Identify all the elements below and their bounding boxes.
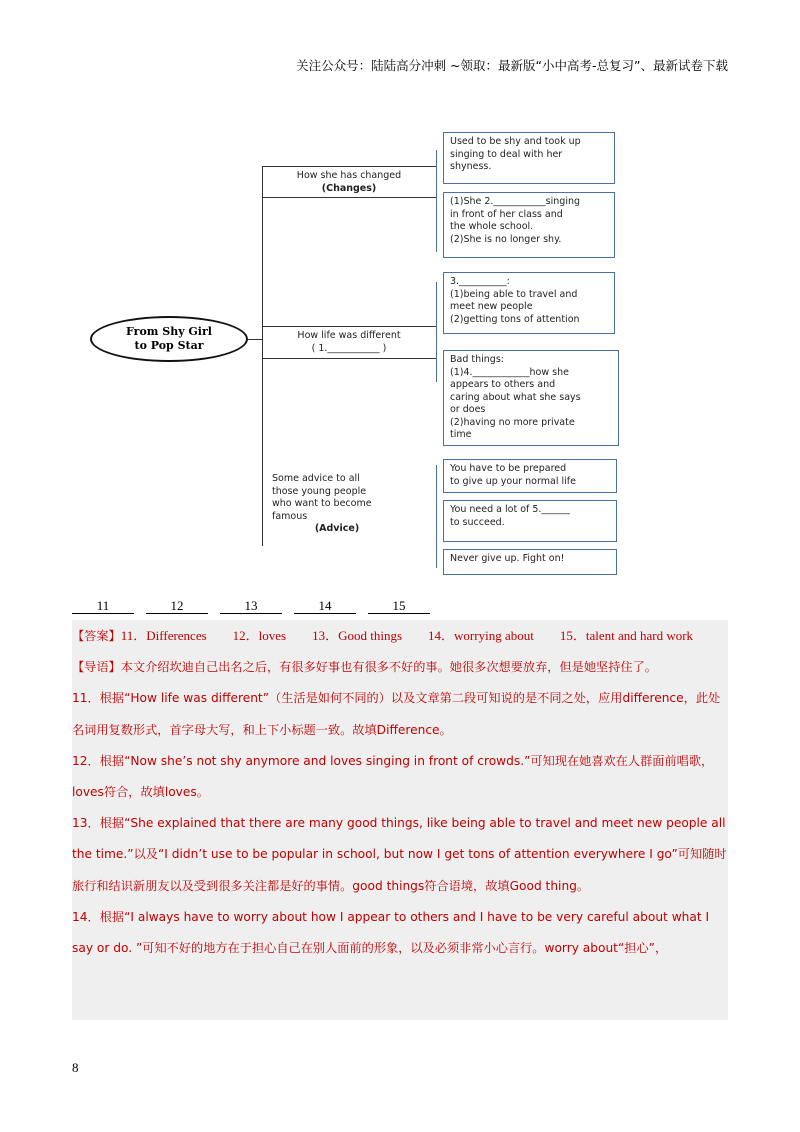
- center-line: to Pop Star: [134, 339, 204, 352]
- box-line: You need a lot of 5.______: [450, 504, 570, 515]
- explanation-11: 11．根据“How life was different”（生活是如何不同的）以及文章第二段可知说的是不同之处，应用difference，此处名词用复数形式，首字母大写，和上下小标题一致。故填Difference。: [72, 691, 721, 737]
- guide-paragraph: [72, 652, 728, 683]
- connector: [262, 166, 263, 546]
- bracket: [436, 150, 437, 252]
- category-line: who want to become: [272, 498, 372, 509]
- category-line: those young people: [272, 485, 367, 497]
- box-line: (2)having no more private: [450, 416, 575, 428]
- box-line: in front of her class and: [450, 208, 563, 220]
- center-line: From Shy Girl: [126, 325, 212, 338]
- explanation-12: 12．根据“Now she’s not shy anymore and loves singing in front of crowds.”可知现在她喜欢在人群面前唱歌，loves符合，故填loves。: [72, 753, 714, 800]
- connector: [248, 339, 262, 340]
- answer-item: 11．Differences: [120, 628, 207, 643]
- bracket: [436, 465, 437, 568]
- explanation-13: 13．根据“She explained that there are many good things, like being able to travel and meet new people all the time.”以及“I didn’t use to be popular in school, but now I get tons of attention everywhere I go”可知随时旅行和结识新朋友以及受到很多关注都是好的事情。good things符合语境，故填Good thing。: [72, 816, 727, 893]
- connector: [262, 166, 436, 167]
- box-line: caring about what she says: [450, 391, 581, 403]
- box-line: meet new people: [450, 301, 533, 312]
- box-advice-1: [443, 459, 617, 493]
- box-changes-now: [443, 192, 615, 258]
- box-line: time: [450, 429, 472, 440]
- bracket: [436, 282, 437, 382]
- box-line: (2)She is no longer shy.: [450, 233, 562, 245]
- category-advice: [272, 473, 402, 536]
- box-line: You have to be prepared: [450, 463, 567, 474]
- box-line: singing to deal with her: [450, 148, 563, 160]
- blank-11: 11: [72, 598, 134, 614]
- box-line: Used to be shy and took up: [450, 136, 581, 147]
- answer-item: 14．worrying about: [428, 628, 534, 643]
- blank-12: 12: [146, 598, 208, 614]
- connector: [262, 358, 436, 359]
- guide-text: 本文介绍坎迪自己出名之后，有很多好事也有很多不好的事。她很多次想要放弃，但是她坚持住了。: [120, 660, 657, 675]
- blank-14: 14: [294, 598, 356, 614]
- connector: [262, 326, 436, 327]
- page-number: 8: [72, 1060, 79, 1075]
- category-line: (Advice): [314, 523, 360, 534]
- answer-item: 15．talent and hard work: [559, 628, 694, 643]
- box-line: to succeed.: [450, 516, 505, 528]
- box-line: Never give up. Fight on!: [450, 553, 565, 564]
- category-line: How life was different: [297, 330, 401, 341]
- box-advice-2: [443, 500, 617, 542]
- box-line: (2)getting tons of attention: [450, 313, 580, 325]
- category-changes: [262, 170, 436, 195]
- answer-list: [72, 620, 728, 652]
- box-good-things: [443, 272, 615, 334]
- answer-item: 12．loves: [232, 628, 287, 643]
- box-line: or does: [450, 404, 486, 415]
- mindmap-center: [90, 316, 248, 362]
- box-line: (1)4.____________how she: [450, 366, 569, 378]
- box-bad-things: [443, 350, 619, 446]
- box-line: (1)She 2.___________singing: [450, 196, 581, 207]
- box-line: appears to others and: [450, 379, 556, 390]
- box-line: (1)being able to travel and: [450, 288, 578, 300]
- box-changes-before: [443, 132, 615, 184]
- category-line: Some advice to all: [272, 473, 360, 484]
- page-header: 关注公众号：陆陆高分冲刺 ~领取：最新版“小中高考-总复习”、最新试卷下载: [296, 58, 728, 73]
- blank-13: 13: [220, 598, 282, 614]
- category-line: ( 1.___________ ): [311, 342, 387, 354]
- answer-item: 13．Good things: [312, 628, 403, 643]
- answer-section: [72, 620, 728, 1020]
- answer-blanks: [72, 598, 442, 614]
- connector: [262, 197, 436, 198]
- box-line: shyness.: [450, 161, 492, 172]
- answer-label: 【答案】: [72, 629, 121, 643]
- explanation-14: 14．根据“I always have to worry about how I appear to others and I have to be very careful about what I say or do. ”可知不好的地方在于担心自己在别人面前的形象，以及必须非常小心言行。worry about“担心”，: [72, 909, 710, 956]
- category-line: How she has changed: [296, 170, 402, 181]
- box-advice-3: [443, 549, 617, 575]
- box-line: Bad things:: [450, 354, 504, 365]
- box-line: to give up your normal life: [450, 475, 576, 487]
- box-line: the whole school.: [450, 221, 534, 232]
- box-line: 3.__________:: [450, 276, 510, 287]
- category-life: [262, 330, 436, 355]
- category-line: famous: [272, 510, 308, 522]
- blank-15: 15: [368, 598, 430, 614]
- category-line: (Changes): [321, 182, 377, 194]
- guide-label: 【导语】: [72, 660, 121, 675]
